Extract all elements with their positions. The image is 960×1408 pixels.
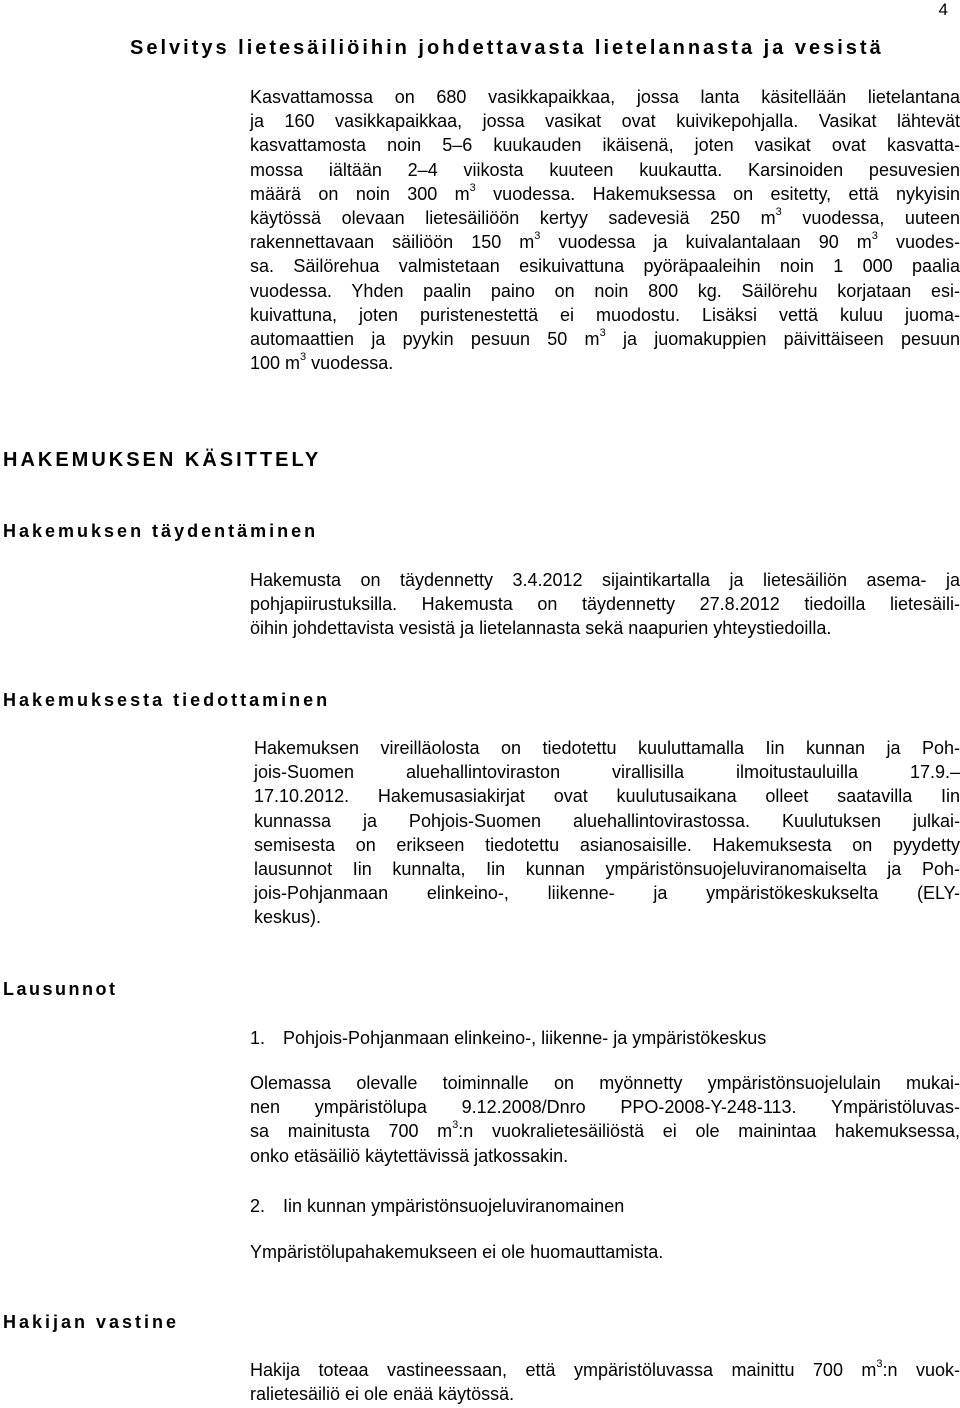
text-line: pohjapiirustuksilla. Hakemusta on täydennetty 27.8.2012 tiedoilla lietesäili- [250,594,960,615]
text-line: Olemassa olevalle toiminnalle on myönnetty ympäristönsuojelulain mukai- [250,1073,960,1093]
text-line: kasvattamosta noin 5–6 kuukauden ikäisenä, joten vasikat ovat kasvatta- [250,135,960,156]
text-line: ralietesäiliö ei ole enää käytössä. [250,1384,515,1405]
text-line: määrä on noin 300 $m^3$ vuodessa. Hakemuksessa on esitetty, että nykyisin [250,181,960,204]
sec2-paragraph [254,736,960,930]
lausunto-2-text: Ympäristölupahakemukseen ei ole huomauttamista. [250,1242,664,1262]
lausunto-1-title: Pohjois-Pohjanmaan elinkeino-, liikenne- ja ympäristökeskus [283,1028,767,1048]
page-number: 4 [938,0,948,19]
text-line: sa mainitusta 700 $m^3:n$ vuokralietesäiliöstä ei ole mainintaa hakemuksessa, [250,1119,960,1142]
lausunto-1-paragraph [250,1071,960,1168]
text-line: kunnassa ja Pohjois-Suomen aluehallintovirastossa. Kuulutuksen julkai- [254,810,960,831]
text-line: mossa iältään 2–4 viikosta kuuteen kuukautta. Karsinoiden pesuvesien [250,159,960,180]
text-line: semisesta on erikseen tiedotettu asianosaisille. Hakemuksesta on pyydetty [254,834,960,855]
text-line: kuivattuna, joten puristenestettä ei muodostu. Lisäksi vettä kuluu juoma- [250,304,960,325]
sec0-paragraph [250,85,960,375]
text-line: öihin johdettavista vesistä ja lietelannasta sekä naapurien yhteystiedoilla. [250,618,832,639]
text-line: keskus). [254,907,322,928]
text-line: jois-Pohjanmaan elinkeino-, liikenne- ja ympäristökeskukselta (ELY- [254,883,960,904]
text-line: Kasvattamossa on 680 vasikkapaikkaa, jossa lanta käsitellään lietelantana [250,87,960,107]
text-line: vuodessa. Yhden paalin paino on noin 800 kg. Säilörehu korjataan esi- [250,280,960,301]
lausunto-2-title-row [250,1194,624,1218]
main-heading: HAKEMUKSEN KÄSITTELY [3,449,322,471]
sec1-paragraph [250,568,960,641]
lausunto-2-title: Iin kunnan ympäristönsuojeluviranomainen [283,1196,625,1216]
section-heading-lausunnot: Lausunnot [3,979,118,999]
text-line: käytössä olevaan lietesäiliöön kertyy sadevesiä 250 $m^3$ vuodessa, uuteen [250,206,960,229]
lausunto-1-title-row [250,1026,766,1050]
section-heading-vastine: Hakijan vastine [3,1312,180,1332]
text-line: sa. Säilörehua valmistetaan esikuivattuna pyöräpaaleihin noin 1 000 paalia [250,256,960,277]
text-line: ja 160 vasikkapaikkaa, jossa vasikat ovat kuivikepohjalla. Vasikat lähtevät [250,111,960,132]
text-line: lausunnot Iin kunnalta, Iin kunnan ympäristönsuojeluviranomaiselta ja Poh- [254,859,960,880]
text-line: Hakija toteaa vastineessaan, että ympäristöluvassa mainittu 700 $m^3:n$ vuok- [250,1358,960,1380]
text-line: onko etäsäiliö käytettävissä jatkossakin. [250,1145,569,1166]
section-heading-tiedottaminen: Hakemuksesta tiedottaminen [3,690,331,710]
section-heading-selvitys: Selvitys lietesäiliöihin johdettavasta lietelannasta ja vesistä [130,37,884,59]
sec4-paragraph [250,1358,960,1406]
section-heading-taydentaminen: Hakemuksen täydentäminen [3,521,319,541]
text-line: 17.10.2012. Hakemusasiakirjat ovat kuulutusaikana olleet saatavilla Iin [254,786,960,807]
text-line: 100 $m^3$ vuodessa. [250,351,394,374]
text-line: jois-Suomen aluehallintoviraston virallisilla ilmoitustauluilla 17.9.– [254,762,960,783]
text-line: nen ympäristölupa 9.12.2008/Dnro PPO-2008-Y-248-113. Ympäristöluvas- [250,1097,960,1118]
text-line: automaattien ja pyykin pesuun 50 $m^3$ ja juomakuppien päivittäiseen pesuun [250,327,960,350]
text-line: rakennettavaan säiliöön 150 $m^3$ vuodessa ja kuivalantalaan 90 $m^3$ vuodes- [250,230,960,253]
lausunto-1-number: 1. [250,1028,266,1048]
lausunto-2-number: 2. [250,1196,266,1216]
text-line: Hakemusta on täydennetty 3.4.2012 sijaintikartalla ja lietesäiliön asema- ja [250,570,960,590]
text-line: Hakemuksen vireilläolosta on tiedotettu kuuluttamalla Iin kunnan ja Poh- [254,738,960,758]
